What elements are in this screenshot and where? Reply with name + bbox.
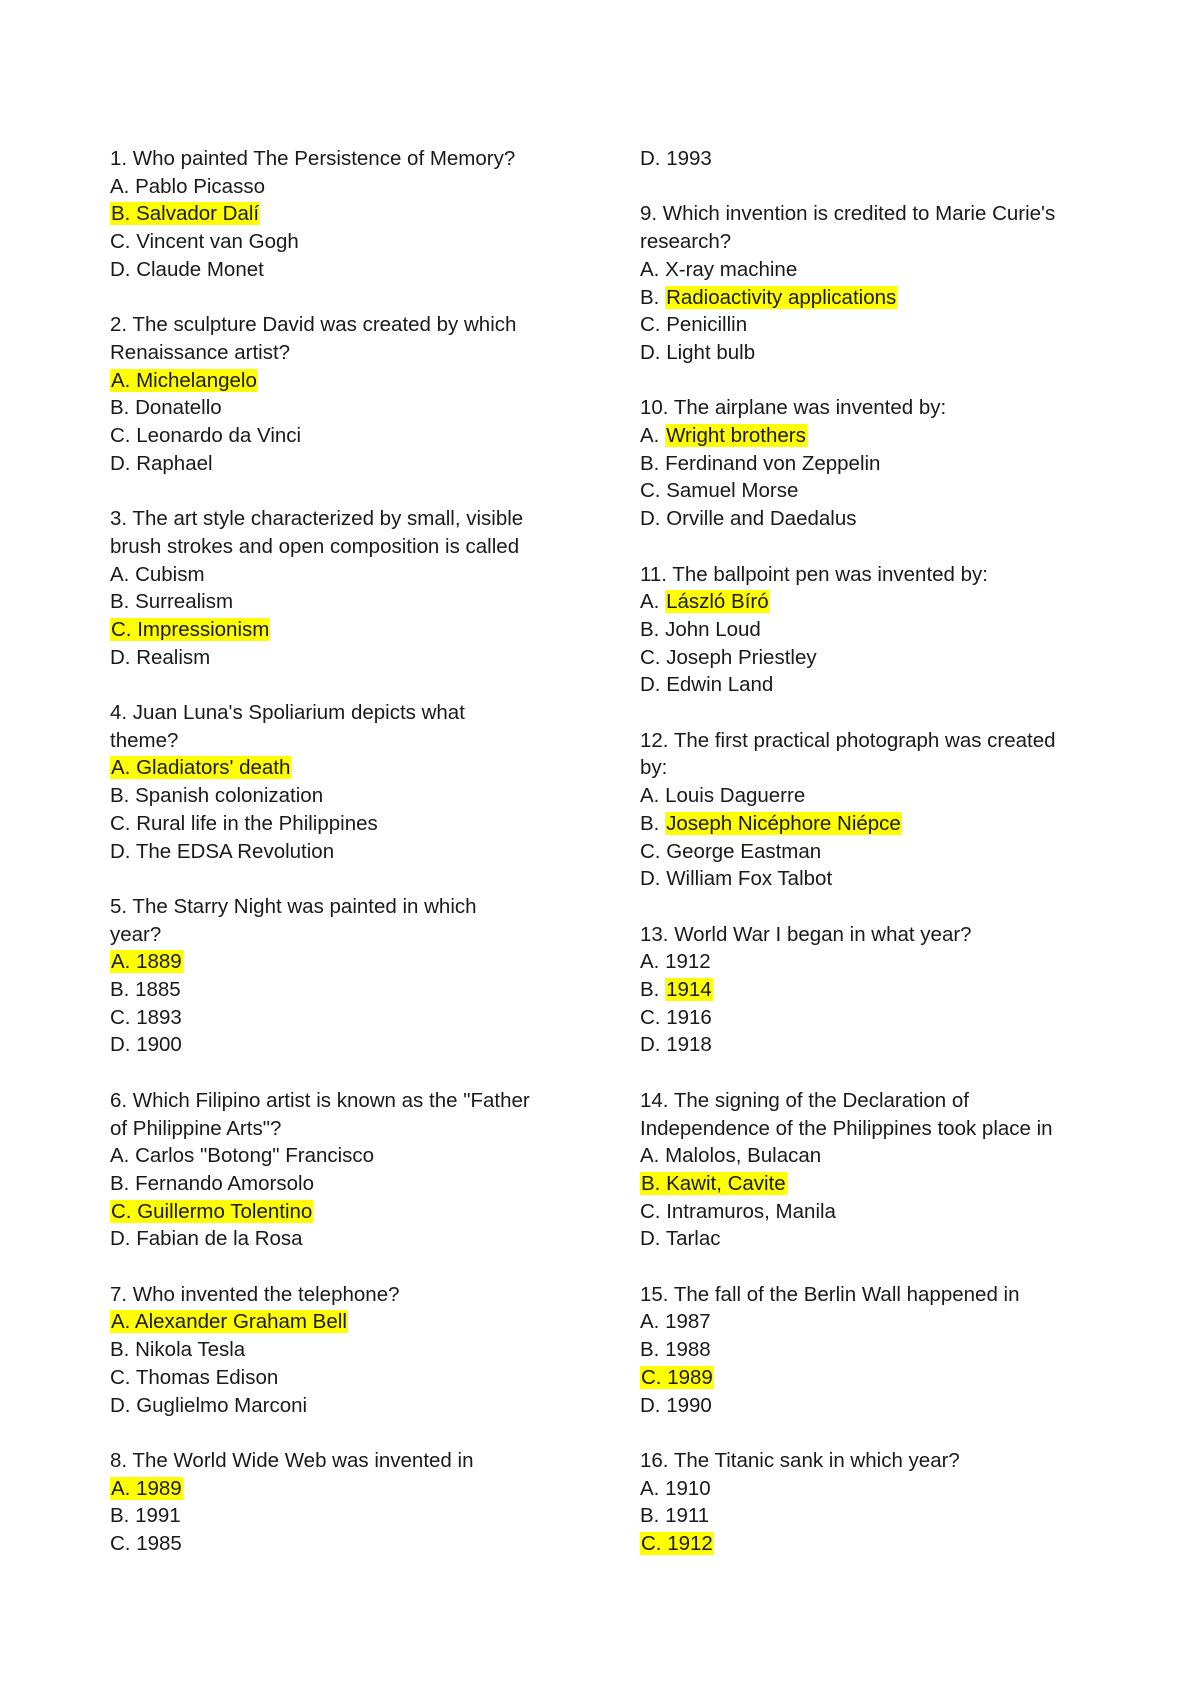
- highlighted-answer: B. Kawit, Cavite: [641, 1171, 786, 1195]
- answer-option-correct: [640, 810, 1110, 838]
- highlighted-answer: Joseph Nicéphore Niépce: [666, 811, 901, 835]
- highlighted-answer: 1914: [666, 978, 712, 1002]
- answer-option: C. Rural life in the Philippines: [110, 811, 378, 835]
- option-letter: B.: [640, 978, 666, 1002]
- highlighted-answer: A. Michelangelo: [111, 368, 257, 392]
- highlighted-answer: Radioactivity applications: [666, 285, 897, 309]
- option-letter: B.: [640, 285, 666, 309]
- option-letter: A.: [640, 590, 666, 614]
- answer-option: C. Joseph Priestley: [640, 645, 817, 669]
- answer-option: C. George Eastman: [640, 839, 822, 863]
- answer-option-correct: [110, 367, 590, 395]
- answer-option-correct: [110, 616, 590, 644]
- answer-option: A. Louis Daguerre: [640, 784, 806, 808]
- question-block: [640, 145, 1110, 173]
- answer-option: B. Nikola Tesla: [110, 1338, 246, 1362]
- answer-option: C. Samuel Morse: [640, 479, 799, 503]
- answer-option: B. 1991: [110, 1504, 181, 1528]
- answer-option: B. 1988: [640, 1338, 711, 1362]
- question-text: 11. The ballpoint pen was invented by:: [640, 562, 988, 586]
- answer-option: C. 1985: [110, 1532, 182, 1556]
- answer-option-correct: [640, 1530, 1110, 1558]
- question-text: 3. The art style characterized by small, visible: [110, 507, 524, 531]
- question-block: [110, 1447, 590, 1558]
- highlighted-answer: A. Alexander Graham Bell: [111, 1310, 347, 1334]
- answer-option: B. Surrealism: [110, 590, 234, 614]
- answer-option: A. 1910: [640, 1476, 711, 1500]
- answer-option: B. Ferdinand von Zeppelin: [640, 451, 881, 475]
- answer-option: C. 1893: [110, 1005, 182, 1029]
- answer-option: A. Pablo Picasso: [110, 174, 265, 198]
- answer-option: D. 1918: [640, 1033, 712, 1057]
- answer-option: D. 1990: [640, 1393, 712, 1417]
- answer-option-correct: [640, 976, 1110, 1004]
- answer-option: B. Spanish colonization: [110, 784, 324, 808]
- answer-option-correct: [110, 1308, 590, 1336]
- answer-option: C. Penicillin: [640, 313, 748, 337]
- question-block: [640, 1447, 1110, 1558]
- answer-option: A. 1987: [640, 1310, 711, 1334]
- question-block: [110, 311, 590, 477]
- answer-option-correct: [640, 1364, 1110, 1392]
- answer-option: D. 1900: [110, 1033, 182, 1057]
- question-text: 4. Juan Luna's Spoliarium depicts what: [110, 701, 465, 725]
- answer-option-correct: [640, 284, 1110, 312]
- option-letter: A.: [640, 424, 666, 447]
- question-block: [640, 200, 1110, 366]
- question-block: [640, 921, 1110, 1060]
- answer-option: Independence of the Philippines took place in: [640, 1116, 1053, 1140]
- answer-option: Renaissance artist?: [110, 340, 291, 364]
- answer-option: D. Claude Monet: [110, 257, 264, 281]
- question-block: [640, 727, 1110, 893]
- answer-option: A. X-ray machine: [640, 257, 798, 281]
- question-text: 8. The World Wide Web was invented in: [110, 1448, 474, 1472]
- highlighted-answer: C. 1989: [641, 1365, 713, 1389]
- question-text: 6. Which Filipino artist is known as the "Father: [110, 1088, 530, 1112]
- answer-option: B. John Loud: [640, 617, 761, 641]
- question-block: [110, 699, 590, 865]
- answer-option: B. Fernando Amorsolo: [110, 1171, 314, 1195]
- option-letter: B.: [640, 811, 666, 835]
- answer-option: C. Intramuros, Manila: [640, 1199, 836, 1223]
- answer-option-correct: [640, 588, 1110, 616]
- question-text: 16. The Titanic sank in which year?: [640, 1448, 960, 1472]
- answer-option: D. William Fox Talbot: [640, 867, 833, 891]
- question-block: [110, 1281, 590, 1420]
- answer-option-correct: [110, 1198, 590, 1226]
- question-text: D. 1993: [640, 147, 712, 170]
- question-block: [110, 145, 590, 284]
- answer-option: A. 1912: [640, 950, 711, 974]
- question-text: 1. Who painted The Persistence of Memory?: [110, 147, 516, 170]
- answer-option-correct: [110, 754, 590, 782]
- answer-option-correct: [110, 948, 590, 976]
- question-block: [640, 1087, 1110, 1253]
- highlighted-answer: B. Salvador Dalí: [111, 202, 260, 226]
- answer-option: year?: [110, 922, 162, 946]
- answer-option: D. Orville and Daedalus: [640, 507, 857, 531]
- answer-option: C. Thomas Edison: [110, 1365, 279, 1389]
- question-text: 13. World War I began in what year?: [640, 922, 972, 946]
- answer-option: B. Donatello: [110, 396, 222, 420]
- question-block: [640, 1281, 1110, 1420]
- question-text: 2. The sculpture David was created by which: [110, 313, 517, 337]
- answer-option: D. Guglielmo Marconi: [110, 1393, 308, 1417]
- answer-option-correct: [110, 200, 590, 228]
- answer-option: C. 1916: [640, 1005, 712, 1029]
- answer-option: B. 1885: [110, 978, 181, 1002]
- answer-option: D. The EDSA Revolution: [110, 839, 335, 863]
- answer-option: by:: [640, 756, 668, 780]
- answer-option: A. Malolos, Bulacan: [640, 1144, 822, 1168]
- answer-option: D. Edwin Land: [640, 673, 774, 697]
- answer-option: B. 1911: [640, 1504, 710, 1528]
- left-column: [110, 145, 590, 1585]
- question-text: 15. The fall of the Berlin Wall happened in: [640, 1282, 1020, 1306]
- highlighted-answer: László Bíró: [666, 590, 769, 614]
- question-block: [110, 505, 590, 671]
- answer-option-correct: [110, 1475, 590, 1503]
- question-text: 9. Which invention is credited to Marie Curie's: [640, 202, 1056, 226]
- question-block: [110, 893, 590, 1059]
- answer-option: brush strokes and open composition is called: [110, 534, 520, 558]
- answer-option: research?: [640, 230, 732, 254]
- answer-option: C. Vincent van Gogh: [110, 230, 299, 254]
- answer-option: A. Cubism: [110, 562, 205, 586]
- answer-option: D. Raphael: [110, 451, 213, 475]
- question-text: 14. The signing of the Declaration of: [640, 1088, 969, 1112]
- question-block: [640, 561, 1110, 700]
- answer-option: of Philippine Arts"?: [110, 1116, 282, 1140]
- answer-option-correct: [640, 422, 1110, 450]
- question-text: 5. The Starry Night was painted in which: [110, 894, 477, 918]
- answer-option: D. Realism: [110, 645, 211, 669]
- answer-option-correct: [640, 1170, 1110, 1198]
- answer-option: C. Leonardo da Vinci: [110, 424, 302, 448]
- answer-option: A. Carlos "Botong" Francisco: [110, 1144, 375, 1168]
- highlighted-answer: C. 1912: [641, 1532, 713, 1556]
- answer-option: D. Light bulb: [640, 340, 756, 364]
- question-text: 10. The airplane was invented by:: [640, 396, 947, 420]
- highlighted-answer: A. 1989: [111, 1476, 182, 1500]
- highlighted-answer: A. Gladiators' death: [111, 756, 291, 780]
- highlighted-answer: Wright brothers: [666, 424, 806, 447]
- highlighted-answer: C. Impressionism: [111, 617, 270, 641]
- answer-option: D. Fabian de la Rosa: [110, 1227, 303, 1251]
- right-column: [640, 145, 1110, 1585]
- answer-option: D. Tarlac: [640, 1227, 721, 1251]
- highlighted-answer: A. 1889: [111, 950, 182, 974]
- highlighted-answer: C. Guillermo Tolentino: [111, 1199, 313, 1223]
- question-text: 7. Who invented the telephone?: [110, 1282, 400, 1306]
- answer-option: theme?: [110, 728, 179, 752]
- question-text: 12. The first practical photograph was created: [640, 728, 1056, 752]
- question-block: [110, 1087, 590, 1253]
- question-block: [640, 394, 1110, 533]
